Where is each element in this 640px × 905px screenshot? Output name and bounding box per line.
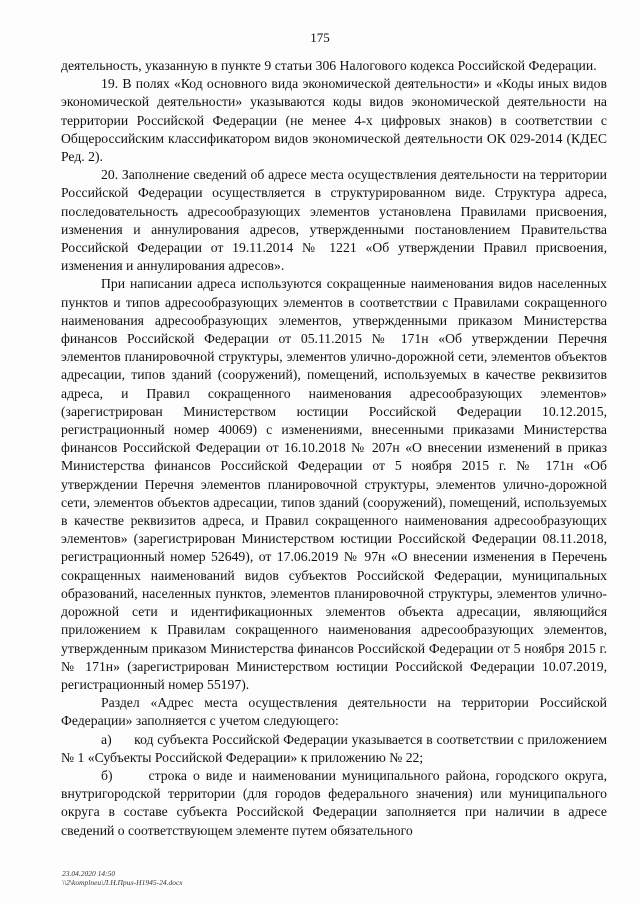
paragraph-address-abbreviations: При написании адреса используются сокращенные наименования видов населенных пунктов и типов адресообразующих элементов в соответствии с Правилами сокращенного наименования адресообразующих элементов, утвержденными приказом Министерства финансов Российской Федерации от 05.11.2015 № 171н «Об утверждении Перечня элементов планировочной структуры, элементов улично-дорожной сети, элементов объектов адресации, типов зданий (сооружений), помещений, используемых в качестве реквизитов адреса, и Правил сокращенного наименования адресообразующих элементов» (зарегистрирован Министерством юстиции Российской Федерации 10.12.2015, регистрационный номер 40069) с изменениями, внесенными приказами Министерства финансов Российской Федерации от 16.10.2018 № 207н «О внесении изменений в приказ Министерства финансов Российской Федерации от 5 ноября 2015 г. № 171н «Об утверждении Перечня элементов планировочной структуры, элементов улично-дорожной сети, элементов объектов адресации, типов зданий (сооружений), помещений, используемых в качестве реквизитов адреса, и Правил сокращенного наименования адресообразующих элементов» (зарегистрирован Министерством юстиции Российской Федерации 08.11.2018, регистрационный номер 52649), от 17.06.2019 № 97н «О внесении изменения в Перечень сокращенных наименований видов субъектов Российской Федерации, муниципальных образований, населенных пунктов, элементов планировочной структуры, элементов улично-дорожной сети и идентификационных элементов объекта адресации, являющийся приложением к Правилам сокращенного наименования адресообразующих элементов, утвержденным приказом Министерства финансов Российской Федерации от 5 ноября 2015 г. № 171н» (зарегистрирован Министерством юстиции Российской Федерации 10.07.2019, регистрационный номер 55197). bbox=[61, 276, 607, 692]
file-footer bbox=[62, 869, 183, 887]
page-number: 175 bbox=[310, 30, 330, 45]
paragraph-continuation: деятельность, указанную в пункте 9 статьи 306 Налогового кодекса Российской Федерации. bbox=[61, 58, 597, 73]
paragraph-20: 20. Заполнение сведений об адресе места осуществления деятельности на территории Российской Федерации осуществляется в структурированном виде. Структура адреса, последовательность адресообразующих элементов установлена Правилами присвоения, изменения и аннулирования адресов, утвержденными постановлением Правительства Российской Федерации от 19.11.2014 № 1221 «Об утверждении Правил присвоения, изменения и аннулирования адресов». bbox=[61, 167, 607, 274]
list-item-b: б) строка о виде и наименовании муниципального района, городского округа, внутригородской территории (для городов федерального значения) или муниципального округа в составе субъекта Российской Федерации заполняется при наличии в адресе сведений о соответствующем элементе путем обязательного bbox=[61, 767, 611, 838]
document-body bbox=[61, 57, 611, 840]
paragraph-address-section: Раздел «Адрес места осуществления деятельности на территории Российской Федерации» заполняется с учетом следующего: bbox=[61, 695, 607, 729]
list-item-a: а) код субъекта Российской Федерации указывается в соответствии с приложением № 1 «Субъекты Российской Федерации» к приложению № 22; bbox=[61, 731, 611, 765]
footer-timestamp: 23.04.2020 14:50 bbox=[62, 869, 116, 878]
footer-file-path: \\2\komplneu\Л.Н.Прил-Н1945-24.docx bbox=[62, 878, 183, 887]
paragraph-19: 19. В полях «Код основного вида экономической деятельности» и «Коды иных видов экономической деятельности» указываются коды видов экономической деятельности на территории Российской Федерации (не менее 4-х цифровых знаков) в соответствии с Общероссийским классификатором видов экономической деятельности ОК 029-2014 (КДЕС Ред. 2). bbox=[61, 76, 607, 165]
